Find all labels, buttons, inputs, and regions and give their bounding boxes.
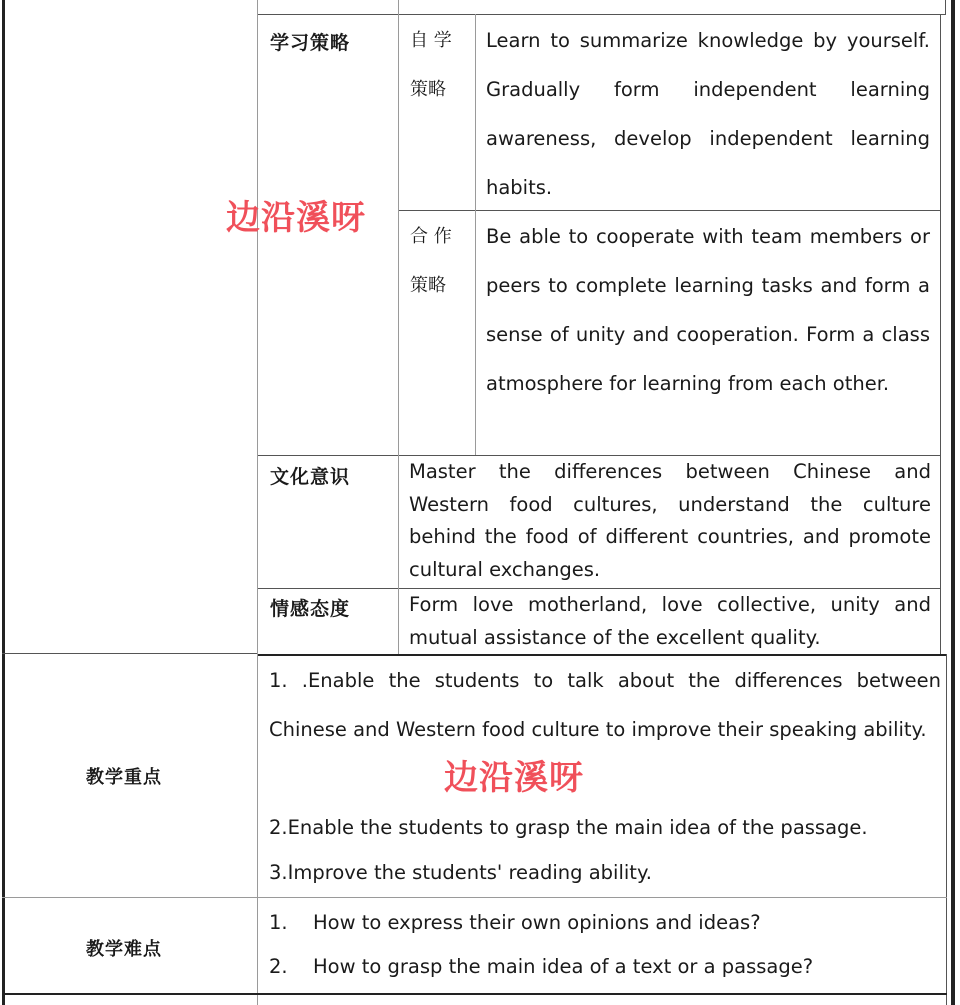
lower-right-border <box>946 654 947 1005</box>
watermark-text: 边沿溪呀 <box>444 758 584 798</box>
key-point-item-2: 2.Enable the students to grasp the main idea of the passage. <box>269 816 868 839</box>
key-points-label: 教学重点 <box>86 767 162 788</box>
cooperation-text: Be able to cooperate with team members or peers to complete learning tasks and form a sense of unity and cooperation. Form a class atmosphere for learning from each other. <box>486 225 930 395</box>
top-row-divider-left <box>257 0 258 14</box>
cultural-awareness-label: 文化意识 <box>270 466 351 488</box>
difficult-point-item-2 <box>269 950 941 984</box>
watermark-text: 边沿溪呀 <box>226 198 366 238</box>
difficult-point-text-2: How to grasp the main idea of a text or a passage? <box>313 955 814 978</box>
next-row-top-line <box>2 993 947 995</box>
outer-right-border <box>951 0 955 1005</box>
upper-table-col3-line <box>475 14 476 455</box>
top-row-right-border <box>945 0 946 14</box>
top-row-divider-mid <box>398 0 399 14</box>
difficult-point-num-1: 1. <box>269 911 288 934</box>
cooperation-label: 合 作 策略 <box>410 226 452 296</box>
learning-strategy-label: 学习策略 <box>270 32 351 54</box>
upper-table-col2-line <box>398 14 399 655</box>
key-point-item-1: 1. .Enable the students to talk about the differences between Chinese and Western food culture to improve their speaking ability. <box>269 669 941 741</box>
difficult-points-label: 教学难点 <box>86 939 162 960</box>
upper-table-top-line <box>257 14 946 15</box>
upper-table-left-line <box>257 14 258 655</box>
key-point-item-3: 3.Improve the students' reading ability. <box>269 861 652 884</box>
difficult-point-item-1 <box>269 906 941 940</box>
difficult-top-line <box>2 897 947 898</box>
key-points-top-line-left <box>2 653 258 654</box>
emotional-attitude-text: Form love motherland, love collective, unity and mutual assistance of the excellent quality. <box>409 593 931 649</box>
upper-table-right-line <box>940 14 941 655</box>
cultural-awareness-text: Master the differences between Chinese and Western food cultures, understand the culture behind the food of different countries, and promote cultural exchanges. <box>409 460 931 581</box>
difficult-point-num-2: 2. <box>269 955 288 978</box>
difficult-point-text-1: How to express their own opinions and ideas? <box>313 911 761 934</box>
self-study-label: 自 学 策略 <box>410 30 452 100</box>
self-study-text: Learn to summarize knowledge by yourself. Gradually form independent learning awareness, develop independent learning habits. <box>486 29 930 199</box>
outer-left-border <box>2 0 5 1005</box>
emotional-attitude-label: 情感态度 <box>270 598 351 620</box>
lower-col-divider <box>257 653 258 1005</box>
